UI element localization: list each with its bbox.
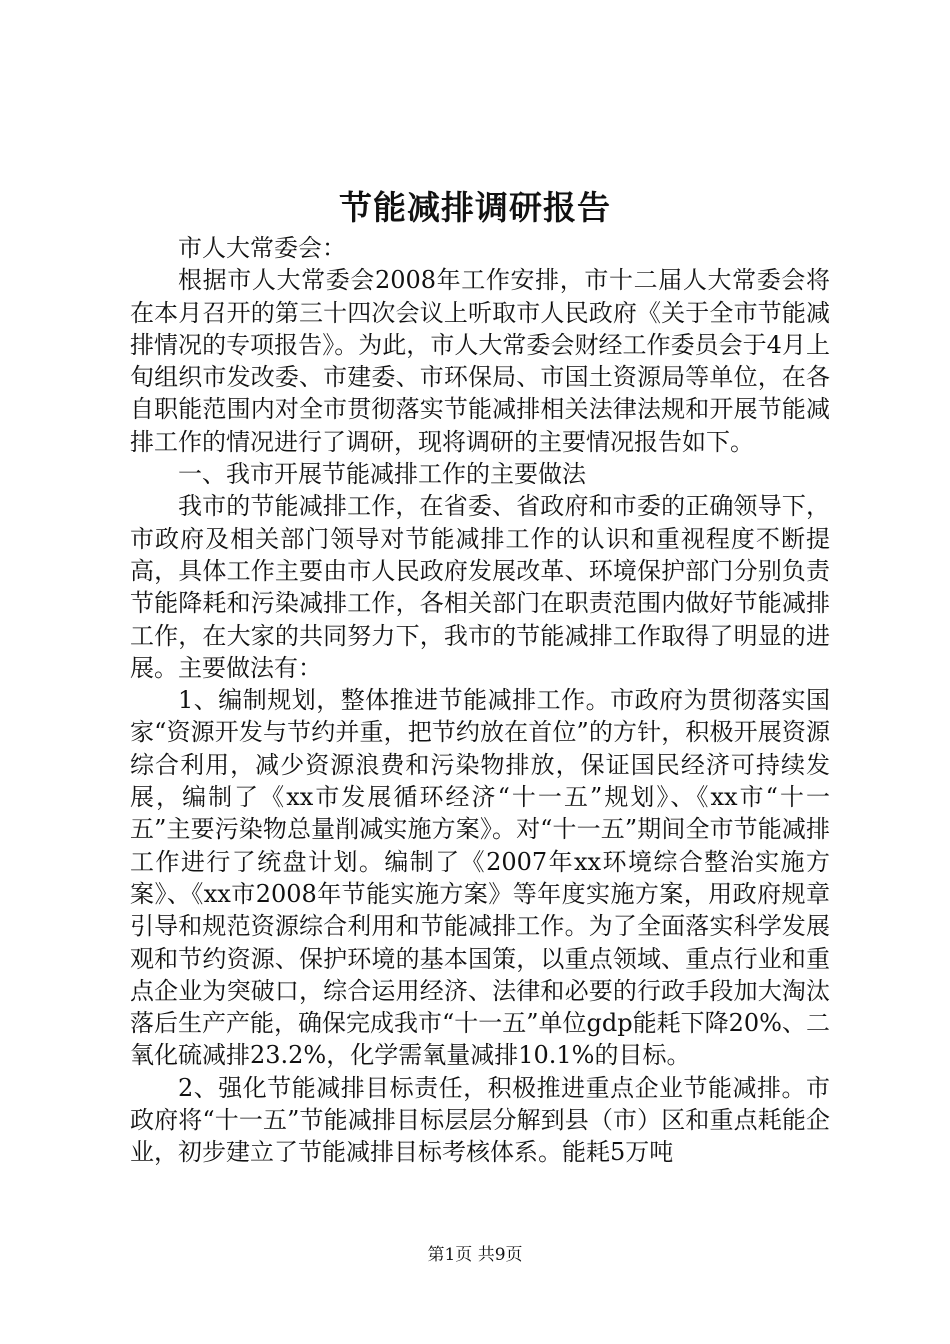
body-paragraph: 2、强化节能减排目标责任，积极推进重点企业节能减排。市政府将“十一五”节能减排目标层层分解到县（市）区和重点耗能企业，初步建立了节能减排目标考核体系。能耗5万吨 [130, 1073, 830, 1167]
salutation-paragraph: 市人大常委会： [178, 234, 346, 262]
intro-paragraph: 根据市人大常委会2008年工作安排，市十二届人大常委会将在本月召开的第三十四次会议上听取市人民政府《关于全市节能减排情况的专项报告》。为此，市人大常委会财经工作委员会于4月上旬组织市发改委、市建委、市环保局、市国土资源局等单位，在各自职能范围内对全市贯彻落实节能减排相关法律法规和开展节能减排工作的情况进行了调研，现将调研的主要情况报告如下。 [130, 266, 830, 456]
document-body [130, 232, 830, 1169]
page-number-footer: 第1页 共9页 [427, 1245, 523, 1265]
section-heading: 一、我市开展节能减排工作的主要做法 [178, 460, 586, 489]
body-paragraph: 1、编制规划，整体推进节能减排工作。市政府为贯彻落实国家“资源开发与节约并重，把节约放在首位”的方针，积极开展资源综合利用，减少资源浪费和污染物排放，保证国民经济可持续发展，编制了《xx市发展循环经济“十一五”规划》、《xx市“十一五”主要污染物总量削减实施方案》。对“十一五”期间全市节能减排工作进行了统盘计划。编制了《2007年xx环境综合整治实施方案》、《xx市2008年节能实施方案》等年度实施方案，用政府规章引导和规范资源综合利用和节能减排工作。为了全面落实科学发展观和节约资源、保护环境的基本国策，以重点领域、重点行业和重点企业为突破口，综合运用经济、法律和必要的行政手段加大淘汰落后生产产能，确保完成我市“十一五”单位gdp能耗下降20%、二氧化硫减排23.2%，化学需氧量减排10.1%的目标。 [130, 686, 830, 1070]
body-paragraph: 我市的节能减排工作，在省委、省政府和市委的正确领导下，市政府及相关部门领导对节能减排工作的认识和重视程度不断提高，具体工作主要由市人民政府发展改革、环境保护部门分别负责节能降耗和污染减排工作，各相关部门在职责范围内做好节能减排工作，在大家的共同努力下，我市的节能减排工作取得了明显的进展。主要做法有： [130, 492, 830, 682]
document-title: 节能减排调研报告 [339, 188, 611, 227]
